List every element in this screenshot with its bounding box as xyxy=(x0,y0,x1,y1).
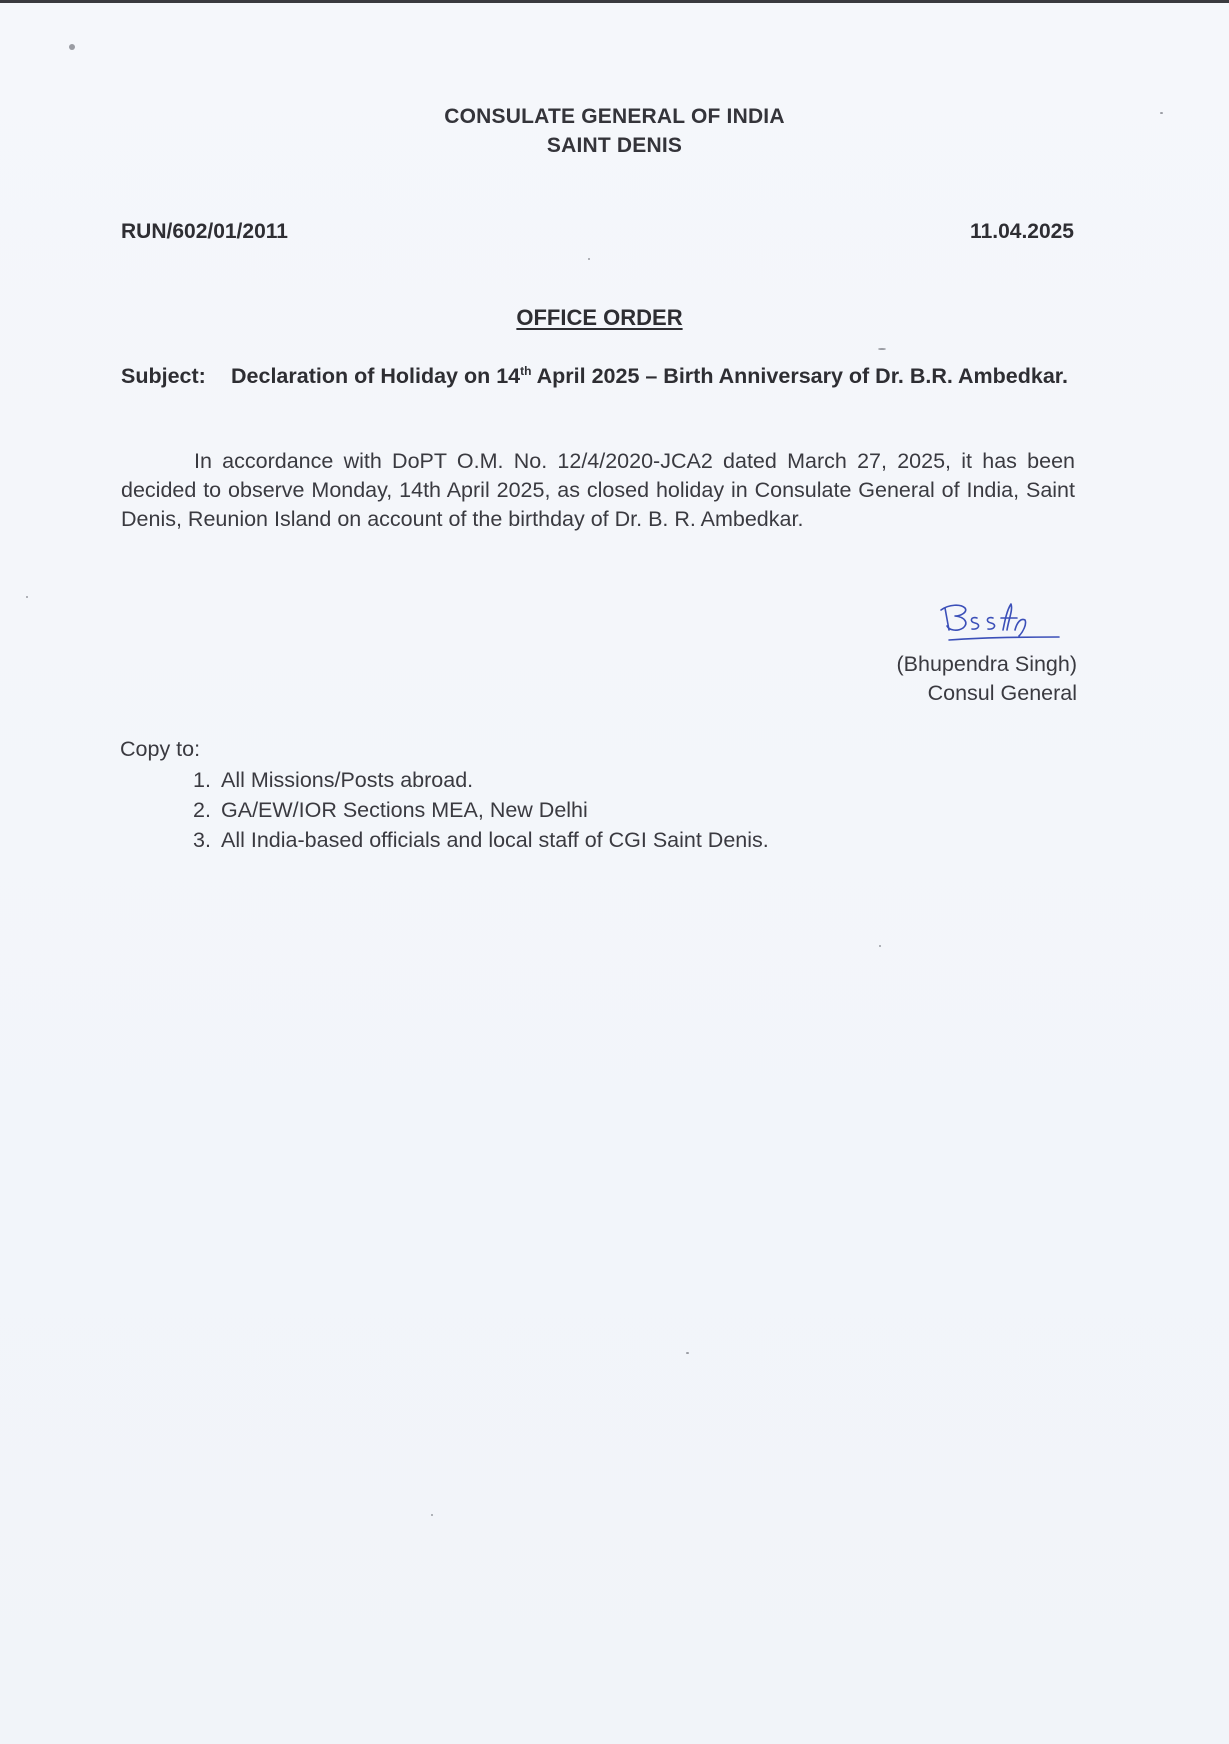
list-item-number: 3. xyxy=(193,828,211,852)
handwritten-signature xyxy=(935,596,1065,646)
scan-speck xyxy=(878,348,886,350)
subject-ordinal-suffix: th xyxy=(520,363,532,378)
signatory-name: (Bhupendra Singh) xyxy=(896,652,1077,676)
scan-speck xyxy=(431,1514,433,1516)
scan-speck xyxy=(879,945,881,947)
list-item-number: 2. xyxy=(193,798,211,822)
order-title: OFFICE ORDER xyxy=(516,305,683,330)
scan-speck xyxy=(26,596,28,598)
body-paragraph xyxy=(121,447,1075,534)
letterhead-line-1: CONSULATE GENERAL OF INDIA xyxy=(444,105,785,128)
scan-speck xyxy=(588,258,590,260)
list-item xyxy=(193,795,769,825)
subject-text-part-2: April 2025 – Birth Anniversary of Dr. B.R. Ambedkar. xyxy=(531,364,1068,388)
copy-to-label: Copy to: xyxy=(120,737,201,761)
list-item xyxy=(193,765,769,795)
document-date: 11.04.2025 xyxy=(970,220,1074,243)
scan-speck xyxy=(686,1352,689,1354)
list-item-text: GA/EW/IOR Sections MEA, New Delhi xyxy=(221,798,588,822)
body-text: In accordance with DoPT O.M. No. 12/4/2020-JCA2 dated March 27, 2025, it has been decided to observe Monday, 14th April 2025, as closed holiday in Consulate General of India, Saint Denis, Reunion Island on account of the birthday of Dr. B. R. Ambedkar. xyxy=(121,449,1075,531)
scan-speck xyxy=(69,44,75,50)
list-item-text: All Missions/Posts abroad. xyxy=(221,768,474,792)
list-item-number: 1. xyxy=(193,768,211,792)
signatory-title: Consul General xyxy=(927,681,1077,705)
copy-to-list xyxy=(193,765,769,855)
list-item xyxy=(193,825,769,855)
list-item-text: All India-based officials and local staff of CGI Saint Denis. xyxy=(221,828,769,852)
subject-label: Subject: xyxy=(121,364,206,388)
letterhead-line-2: SAINT DENIS xyxy=(546,134,683,157)
reference-number: RUN/602/01/2011 xyxy=(121,220,288,243)
scan-top-edge xyxy=(0,0,1229,3)
subject-text xyxy=(231,362,1081,391)
subject-text-part-1: Declaration of Holiday on 14 xyxy=(231,364,521,388)
subject-block xyxy=(121,362,1081,391)
